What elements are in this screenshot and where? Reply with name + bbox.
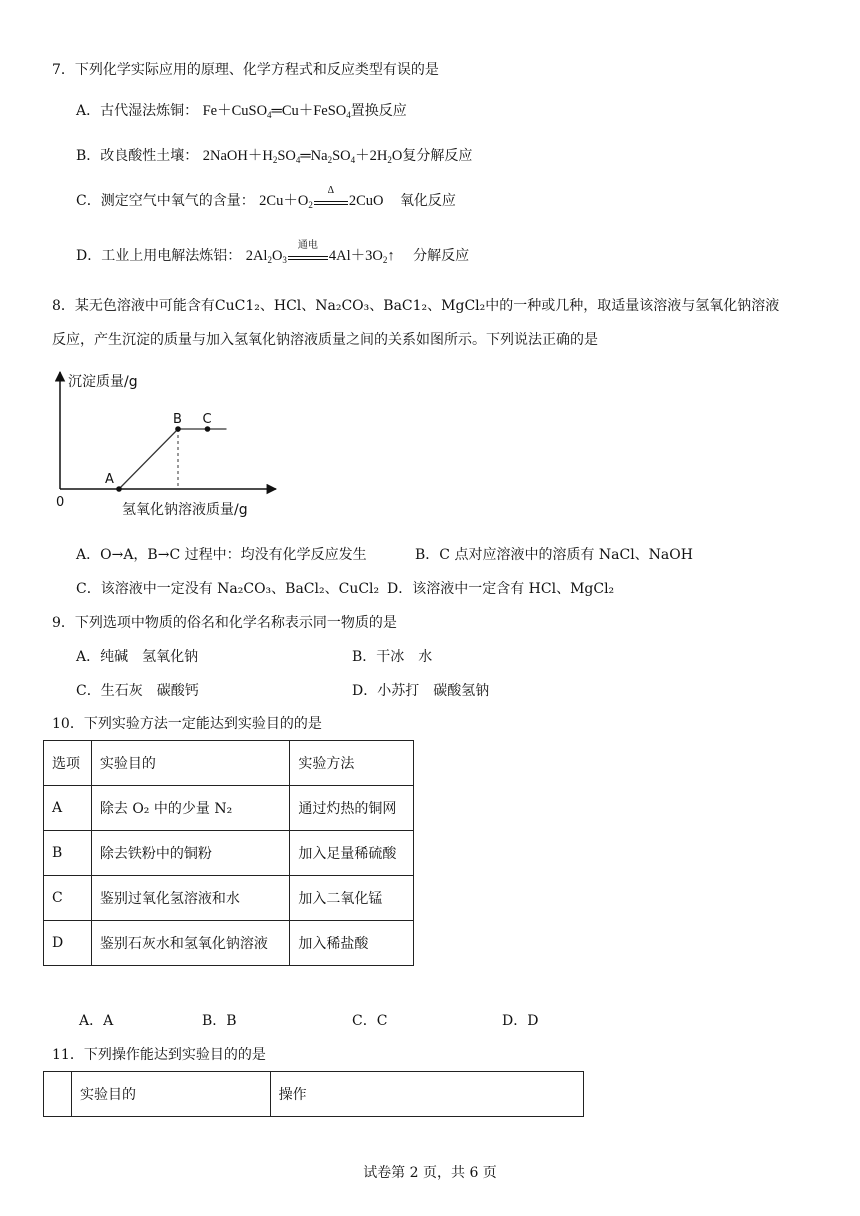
q7-d-condition: 通电 — [288, 250, 328, 264]
data-point-c — [205, 426, 211, 432]
table-row — [44, 786, 414, 831]
table-header-row — [44, 741, 414, 786]
q7-b-type: 复分解反应 — [402, 148, 473, 164]
series-line — [119, 429, 227, 489]
q7-option-a — [76, 102, 407, 124]
q7-c-condition: Δ — [314, 195, 348, 209]
table-header-cell: 选项 — [44, 741, 92, 786]
point-label-b: B — [173, 412, 182, 427]
q7-option-c — [76, 184, 456, 214]
q10-stem: 10．下列实验方法一定能达到实验目的的是 — [52, 716, 322, 732]
point-label-c: C — [202, 412, 212, 427]
table-row — [44, 921, 414, 966]
q9-option-b: B．干冰 水 — [352, 649, 433, 665]
q7-option-d — [76, 239, 470, 269]
table-cell: D — [44, 921, 92, 966]
q9-option-d: D．小苏打 碳酸氢钠 — [352, 683, 490, 699]
q7-c-type: 氧化反应 — [399, 193, 456, 209]
table-header-cell: 实验目的 — [71, 1072, 270, 1117]
q8-stem-line2: 反应，产生沉淀的质量与加入氢氧化钠溶液质量之间的关系如图所示。下列说法正确的是 — [52, 332, 598, 348]
x-axis-label: 氢氧化钠溶液质量/g — [122, 502, 248, 518]
table-cell: C — [44, 876, 92, 921]
q8-option-d: D．该溶液中一定含有 HCl、MgCl₂ — [387, 581, 615, 597]
table-cell: 鉴别过氧化氢溶液和水 — [91, 876, 289, 921]
q7-a-label: A．古代湿法炼铜： — [76, 103, 199, 119]
q7-c-equation: $2Cu+O_2$ Δ 2CuO — [259, 184, 384, 210]
q7-d-type: 分解反应 — [413, 248, 470, 264]
point-label-a: A — [105, 472, 114, 487]
q7-b-label: B．改良酸性土壤： — [76, 148, 199, 164]
table-cell: 加入稀盐酸 — [290, 921, 414, 966]
table-cell: 鉴别石灰水和氢氧化钠溶液 — [91, 921, 289, 966]
data-point-b — [175, 426, 181, 432]
table-cell: 加入足量稀硫酸 — [290, 831, 414, 876]
data-point-a — [116, 486, 122, 492]
table-cell: A — [44, 786, 92, 831]
q8-option-a: A．O→A，B→C 过程中：均没有化学反应发生 — [76, 547, 367, 563]
q8-option-c: C．该溶液中一定没有 Na₂CO₃、BaCl₂、CuCl₂ — [76, 581, 380, 597]
page-footer: 试卷第 2 页，共 6 页 — [363, 1165, 497, 1181]
q7-a-equation: Fe＋CuSO$_4$═Cu＋FeSO$_4$ — [202, 103, 351, 120]
table-header-cell: 操作 — [270, 1072, 583, 1117]
q7-stem: 7．下列化学实际应用的原理、化学方程式和反应类型有误的是 — [52, 62, 439, 78]
q9-option-a: A．纯碱 氢氧化钠 — [76, 649, 199, 665]
origin-label: 0 — [56, 495, 65, 510]
q10-option-a: A．A — [79, 1013, 114, 1029]
q7-d-equation: $2Al_2O_3$ 通电 $4Al+3O_2↑$ — [245, 239, 395, 265]
q10-table — [43, 740, 414, 966]
table-row — [44, 876, 414, 921]
q10-option-b: B．B — [202, 1013, 237, 1029]
q7-c-label: C．测定空气中氧气的含量： — [76, 193, 255, 209]
q10-option-c: C．C — [352, 1013, 388, 1029]
table-header-cell — [44, 1072, 72, 1117]
q7-b-equation: $2NaOH+H_2SO_4═Na_2SO_4+2H_2O$ — [202, 148, 403, 165]
table-header-row — [44, 1072, 584, 1117]
table-cell: B — [44, 831, 92, 876]
q11-table — [43, 1071, 584, 1117]
table-cell: 加入二氧化锰 — [290, 876, 414, 921]
table-row — [44, 831, 414, 876]
q8-stem-line1: 8．某无色溶液中可能含有CuC1₂、HCl、Na₂CO₃、BaC1₂、MgCl₂中的一种或几种，取适量该溶液与氢氧化钠溶液 — [52, 298, 780, 314]
q11-stem: 11．下列操作能达到实验目的的是 — [52, 1047, 266, 1063]
q9-stem: 9．下列选项中物质的俗名和化学名称表示同一物质的是 — [52, 615, 397, 631]
y-axis-label: 沉淀质量/g — [68, 374, 138, 390]
q9-option-c: C．生石灰 碳酸钙 — [76, 683, 199, 699]
q7-option-b — [76, 147, 472, 169]
q7-a-type: 置换反应 — [350, 103, 407, 119]
table-header-cell: 实验目的 — [91, 741, 289, 786]
q8-chart — [50, 364, 290, 524]
table-header-cell: 实验方法 — [290, 741, 414, 786]
q10-option-d: D．D — [502, 1013, 539, 1029]
q8-option-b: B．C 点对应溶液中的溶质有 NaCl、NaOH — [415, 547, 693, 563]
table-cell: 除去铁粉中的铜粉 — [91, 831, 289, 876]
table-cell: 通过灼热的铜网 — [290, 786, 414, 831]
table-cell: 除去 O₂ 中的少量 N₂ — [91, 786, 289, 831]
q7-d-label: D．工业上用电解法炼铝： — [76, 248, 242, 264]
